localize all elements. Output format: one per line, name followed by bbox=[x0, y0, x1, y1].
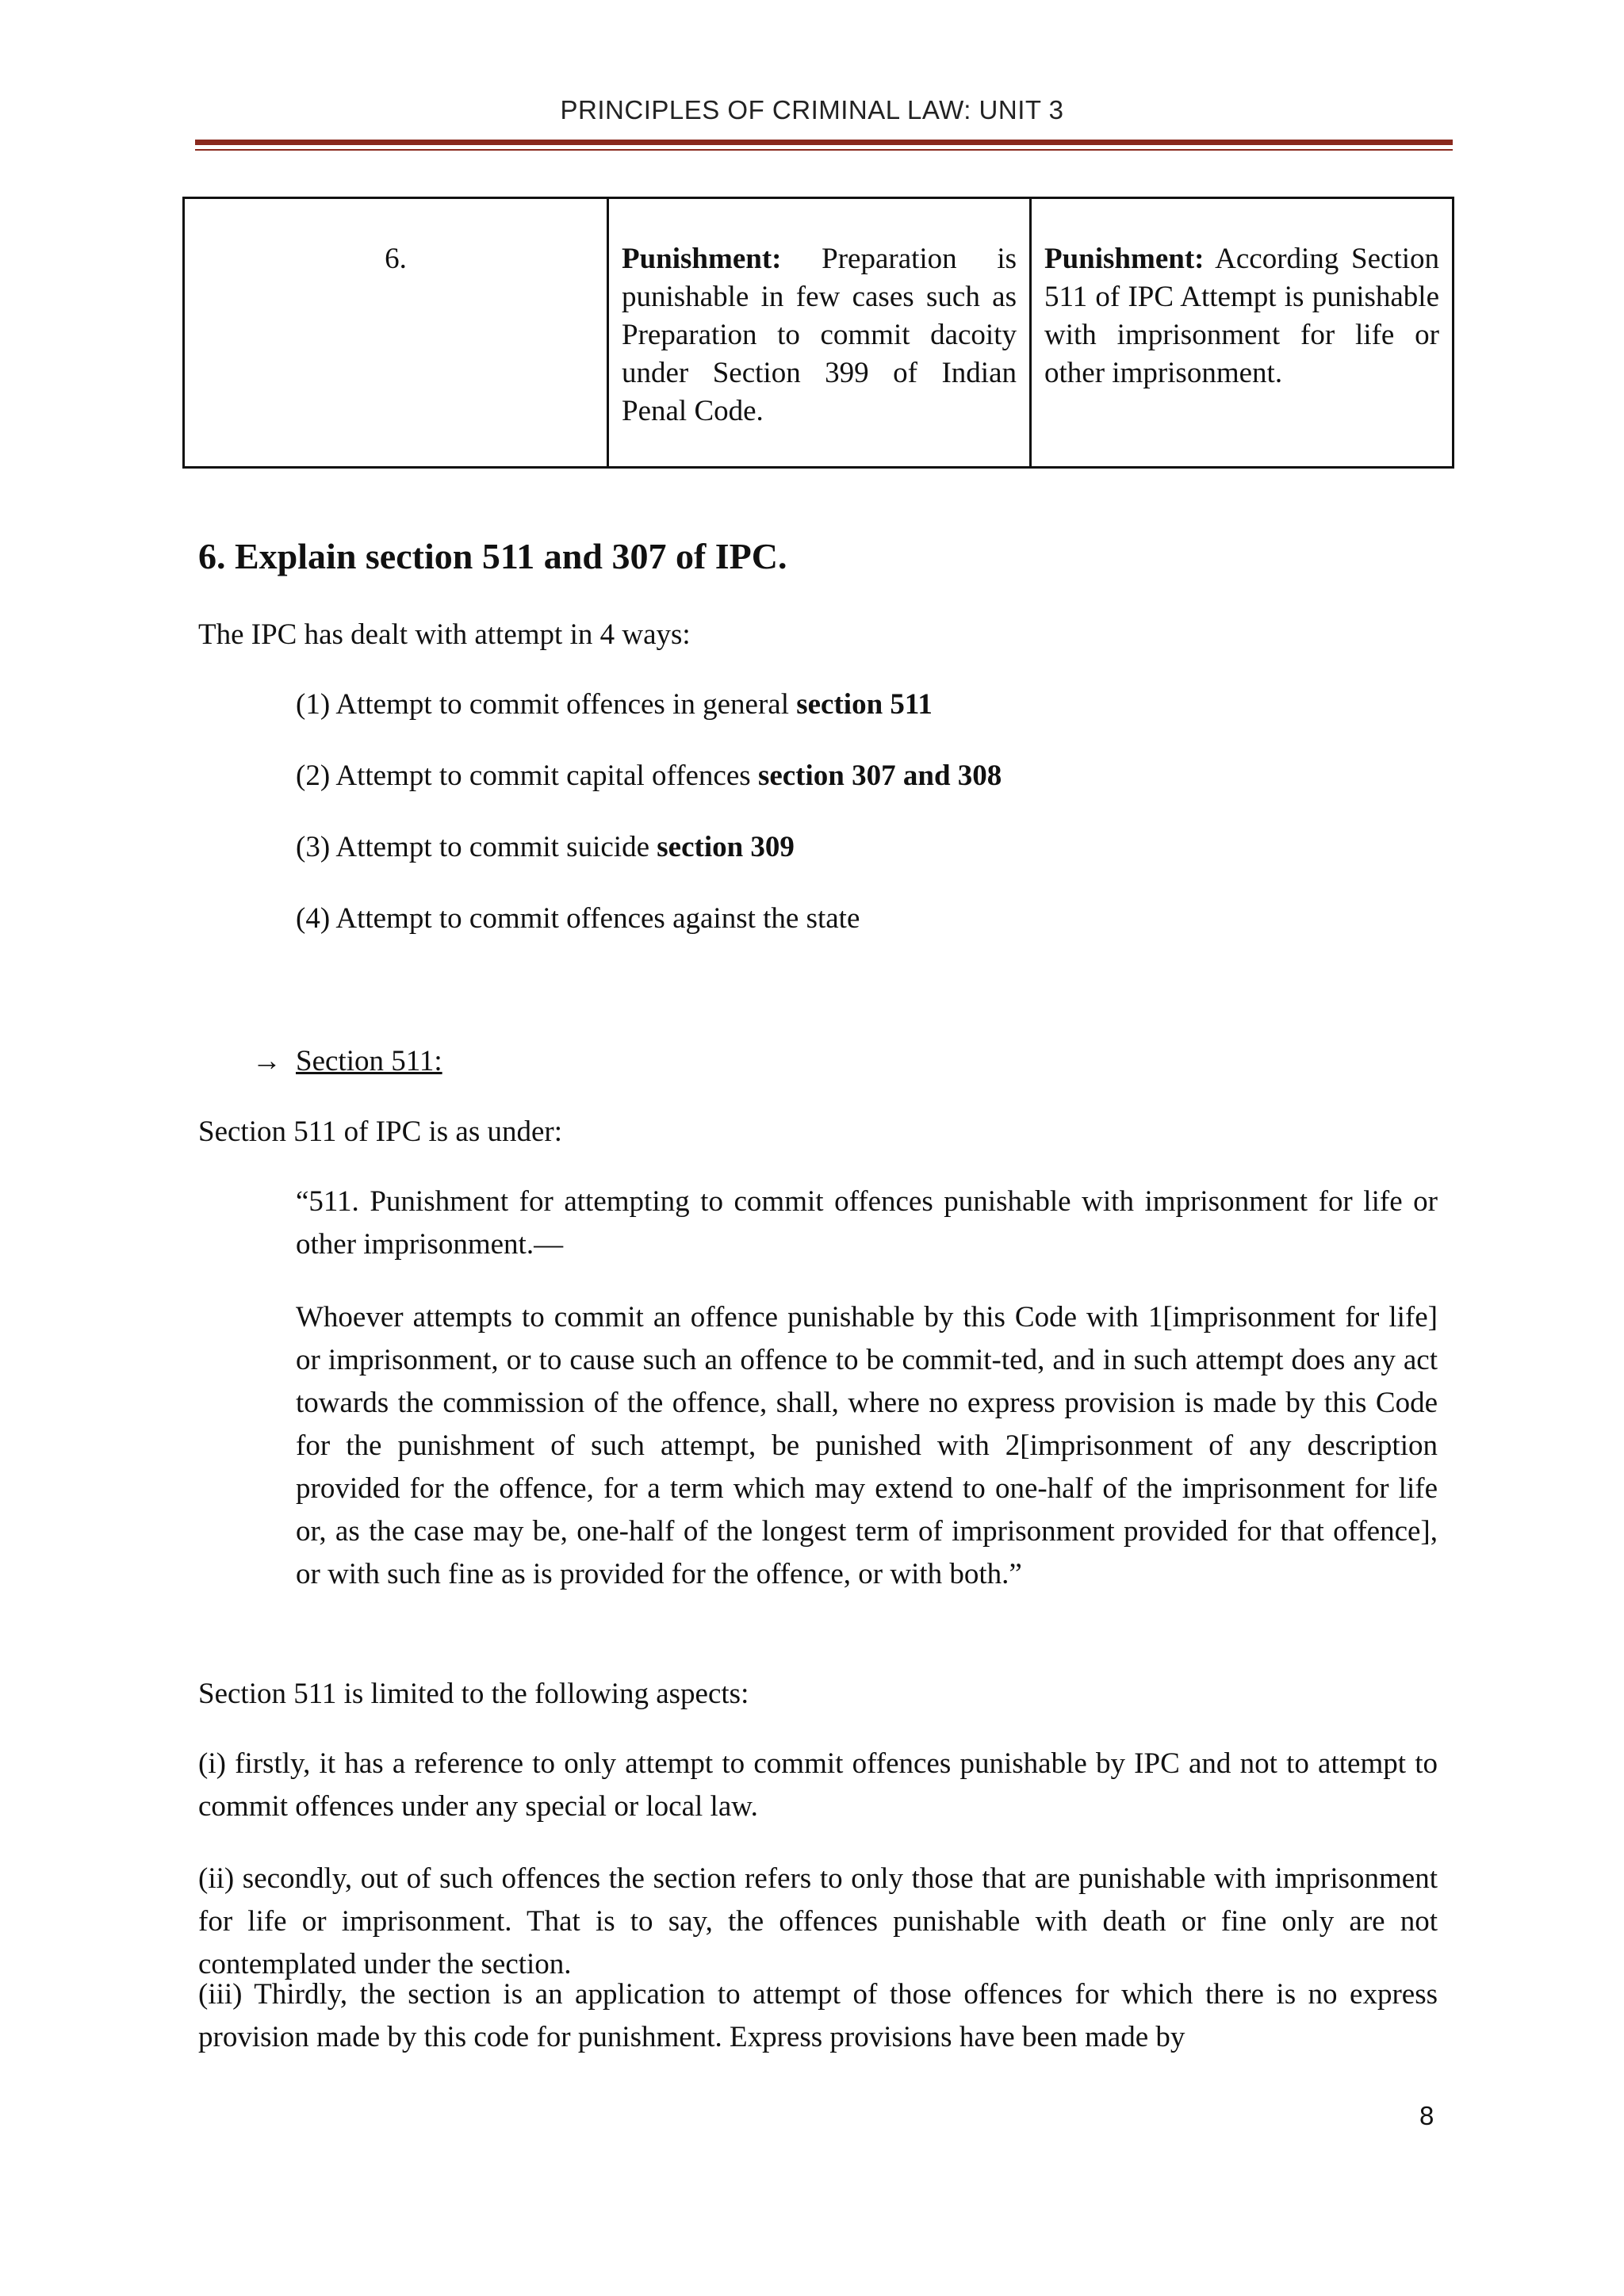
attempt-punishment-cell bbox=[1031, 198, 1454, 468]
header-rule-thin bbox=[195, 149, 1453, 151]
attempt-punishment-label: Punishment: bbox=[1044, 243, 1205, 275]
list-item bbox=[296, 826, 1002, 897]
ways-intro: The IPC has dealt with attempt in 4 ways: bbox=[198, 618, 691, 651]
list-item bbox=[296, 897, 1002, 969]
way-text: (4) Attempt to commit offences against the state bbox=[296, 902, 860, 935]
quote-body: Whoever attempts to commit an offence punishable by this Code with 1[imprisonment for life] or imprisonment, or to cause such an offence to be commit-ted, and in such attempt does any act towards the commission of the offence, shall, where no express provision is made by this Code for the punishment of such attempt, be punished with 2[imprisonment of any description provided for the offence, for a term which may extend to one-half of the imprisonment for life or, as the case may be, one-half of the longest term of imprisonment provided for that offence], or with such fine as is provided for the offence, or with both.” bbox=[296, 1301, 1438, 1590]
page-header-title: PRINCIPLES OF CRIMINAL LAW: UNIT 3 bbox=[560, 95, 1064, 124]
way-section: section 307 and 308 bbox=[757, 760, 1002, 792]
aspect-paragraph: (ii) secondly, out of such offences the section refers to only those that are punishable with imprisonment for life or imprisonment. That is to say, the offences punishable with death or fine only are not contemplated under the section. bbox=[198, 1862, 1438, 1980]
limited-aspects-intro: Section 511 is limited to the following aspects: bbox=[198, 1678, 749, 1710]
aspect-paragraph: (iii) Thirdly, the section is an application to attempt of those offences for which there is no express provision made by this code for punishment. Express provisions have been made by bbox=[198, 1978, 1438, 2053]
page-number: 8 bbox=[1419, 2101, 1434, 2130]
quote-title: “511. Punishment for attempting to commit offences punishable with imprisonment for life or other imprisonment.— bbox=[296, 1185, 1438, 1261]
section-511-as-under: Section 511 of IPC is as under: bbox=[198, 1115, 563, 1148]
comparison-table bbox=[182, 197, 1454, 469]
table-row bbox=[184, 198, 1454, 468]
way-section: section 309 bbox=[657, 831, 795, 863]
way-text: (1) Attempt to commit offences in general bbox=[296, 688, 797, 721]
list-item bbox=[296, 755, 1002, 826]
question-heading: 6. Explain section 511 and 307 of IPC. bbox=[198, 536, 787, 576]
header-rule-thick bbox=[195, 140, 1453, 145]
list-item bbox=[296, 683, 1002, 755]
aspect-paragraph: (i) firstly, it has a reference to only attempt to commit offences punishable by IPC and not to attempt to commit offences under any special or local law. bbox=[198, 1747, 1438, 1823]
attempt-punishment-text: According Section 511 of IPC Attempt is punishable with imprisonment for life or other imprisonment. bbox=[1044, 243, 1439, 389]
section-511-title: Section 511: bbox=[296, 1045, 442, 1077]
section-511-heading bbox=[252, 1040, 442, 1083]
row-number-cell: 6. bbox=[184, 198, 608, 468]
preparation-punishment-text: Preparation is punishable in few cases such as Preparation to commit dacoity under Section 399 of Indian Penal Code. bbox=[622, 243, 1017, 427]
way-text: (2) Attempt to commit capital offences bbox=[296, 760, 758, 792]
arrow-right-icon: → bbox=[252, 1045, 282, 1077]
way-text: (3) Attempt to commit suicide bbox=[296, 831, 657, 863]
preparation-punishment-cell bbox=[608, 198, 1031, 468]
way-section: section 511 bbox=[796, 688, 933, 721]
ways-list bbox=[296, 683, 1002, 969]
preparation-punishment-label: Punishment: bbox=[622, 243, 782, 275]
